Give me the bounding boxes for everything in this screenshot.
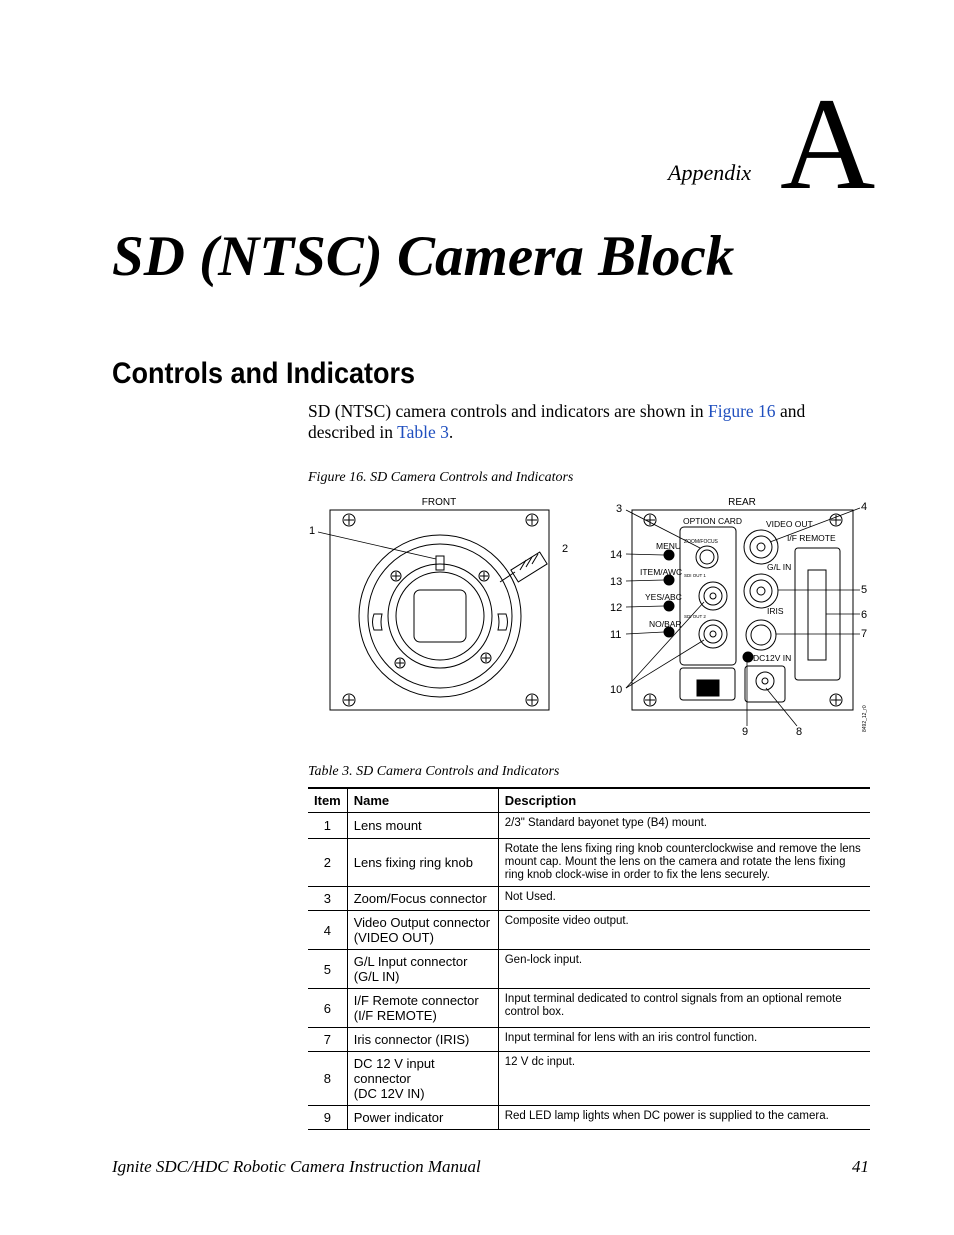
menu-label: MENU	[656, 541, 682, 551]
table-row	[308, 989, 870, 1028]
sdi-out-1-label: SDI OUT 1	[684, 573, 706, 578]
cell-description: Not Used.	[498, 887, 870, 911]
callout-1: 1	[309, 525, 316, 537]
callout-2: 2	[562, 543, 569, 555]
callout-14: 14	[610, 549, 623, 561]
cell-name	[347, 887, 498, 911]
callout-7: 7	[861, 628, 868, 640]
rear-view-label: REAR	[728, 497, 756, 508]
appendix-label: Appendix	[668, 160, 752, 185]
cell-name-line: I/F Remote connector	[353, 993, 479, 1008]
callout-12: 12	[610, 602, 623, 614]
iris-connector	[746, 620, 776, 650]
sdi-out-2-connector	[699, 620, 727, 648]
cell-name-line: (I/F REMOTE)	[353, 1008, 437, 1023]
cell-name	[347, 813, 498, 839]
cell-name-line: (VIDEO OUT)	[353, 930, 434, 945]
table-row	[308, 911, 870, 950]
header-name: Name	[347, 788, 498, 813]
dc12v-in-label: DC12V IN	[753, 653, 792, 663]
zoom-focus-connector	[696, 546, 718, 568]
lens-mount	[359, 535, 521, 697]
cell-item: 6	[308, 989, 347, 1028]
callout-13: 13	[610, 576, 623, 588]
cell-item: 4	[308, 911, 347, 950]
yes-abc-label: YES/ABC	[645, 592, 682, 602]
table-3-link[interactable]: Table 3	[397, 422, 449, 442]
cell-name-line: Lens fixing ring knob	[353, 855, 473, 870]
gl-in-label: G/L IN	[767, 562, 792, 572]
cell-name-line: Video Output connector	[353, 915, 491, 930]
callout-9: 9	[742, 726, 749, 738]
cell-item: 2	[308, 839, 347, 887]
corner-screw-icon	[526, 694, 538, 706]
mount-screw-icon	[479, 571, 489, 581]
table-row	[308, 1028, 870, 1052]
table-row	[308, 1052, 870, 1106]
mount-screw-icon	[391, 571, 401, 581]
callout-4: 4	[861, 501, 868, 513]
cell-name-line: Lens mount	[353, 818, 422, 833]
cell-description: Red LED lamp lights when DC power is supplied to the camera.	[498, 1106, 870, 1130]
header-item: Item	[308, 788, 347, 813]
cell-description: Composite video output.	[498, 911, 870, 950]
lens-fixing-knob	[500, 552, 547, 582]
front-view-label: FRONT	[421, 497, 457, 508]
mount-screw-icon	[395, 658, 405, 668]
corner-screw-icon	[526, 514, 538, 526]
callout-10: 10	[610, 684, 623, 696]
cell-description: Input terminal for lens with an iris control function.	[498, 1028, 870, 1052]
callout-5: 5	[861, 584, 868, 596]
table-row	[308, 887, 870, 911]
cell-name	[347, 1052, 498, 1106]
cell-description: 12 V dc input.	[498, 1052, 870, 1106]
corner-screw-icon	[830, 694, 842, 706]
front-panel	[330, 510, 549, 710]
camera-controls-figure	[300, 490, 880, 750]
cell-name	[347, 950, 498, 989]
cell-item: 7	[308, 1028, 347, 1052]
cell-item: 1	[308, 813, 347, 839]
figure-caption: Figure 16. SD Camera Controls and Indicators	[308, 470, 574, 485]
cell-name-line: Power indicator	[353, 1110, 444, 1125]
zoom-focus-label: ZOOM/FOCUS	[684, 539, 718, 545]
corner-screw-icon	[343, 694, 355, 706]
intro-paragraph	[308, 401, 853, 443]
cell-name	[347, 839, 498, 887]
option-card-label: OPTION CARD	[683, 516, 743, 526]
cell-name	[347, 1028, 498, 1052]
power-indicator-icon	[743, 652, 753, 662]
sdi-out-1-connector	[699, 582, 727, 610]
dc12v-in-connector	[745, 666, 785, 702]
callout-3: 3	[616, 503, 623, 515]
intro-text: SD (NTSC) camera controls and indicators are shown in	[308, 401, 708, 421]
cell-item: 5	[308, 950, 347, 989]
header-description: Description	[498, 788, 870, 813]
cell-name-line: G/L Input connector	[353, 954, 468, 969]
cell-item: 8	[308, 1052, 347, 1106]
callout-11: 11	[610, 629, 622, 641]
sdi-out-2-label: SDI OUT 2	[684, 614, 706, 619]
cell-name-line: Iris connector (IRIS)	[353, 1032, 470, 1047]
iris-label: IRIS	[767, 606, 784, 616]
cell-name-line: (G/L IN)	[353, 969, 400, 984]
corner-screw-icon	[644, 694, 656, 706]
video-out-label: VIDEO OUT	[766, 519, 813, 529]
controls-table	[308, 787, 870, 1130]
yes-abc-button-icon	[664, 601, 674, 611]
cell-name	[347, 911, 498, 950]
table-row	[308, 813, 870, 839]
section-heading: Controls and Indicators	[112, 357, 416, 390]
cell-description: Input terminal dedicated to control signals from an optional remote control box.	[498, 989, 870, 1028]
corner-screw-icon	[343, 514, 355, 526]
if-remote-label: I/F REMOTE	[787, 533, 836, 543]
item-awc-label: ITEM/AWC	[640, 567, 683, 577]
cell-name-line: (DC 12V IN)	[353, 1086, 425, 1101]
cell-name-line: DC 12 V input connector	[353, 1056, 435, 1086]
cell-name-line: Zoom/Focus connector	[353, 891, 487, 906]
intro-text: .	[448, 422, 454, 442]
cell-name	[347, 989, 498, 1028]
callout-8: 8	[796, 726, 803, 738]
table-row	[308, 839, 870, 887]
cell-description: 2/3" Standard bayonet type (B4) mount.	[498, 813, 870, 839]
footer-manual-title: Ignite SDC/HDC Robotic Camera Instruction Manual	[112, 1157, 481, 1176]
cell-name	[347, 1106, 498, 1130]
table-row	[308, 950, 870, 989]
cell-item: 9	[308, 1106, 347, 1130]
page-title: SD (NTSC) Camera Block	[112, 225, 735, 288]
appendix-letter: A	[780, 70, 876, 217]
table-row	[308, 1106, 870, 1130]
table-header-row	[308, 788, 870, 813]
video-out-connector	[744, 530, 778, 564]
gl-in-connector	[744, 574, 778, 608]
cell-item: 3	[308, 887, 347, 911]
table-caption: Table 3. SD Camera Controls and Indicators	[308, 764, 560, 779]
cell-description: Gen-lock input.	[498, 950, 870, 989]
menu-button-icon	[664, 550, 674, 560]
footer-page-number: 41	[852, 1157, 869, 1176]
cell-description: Rotate the lens fixing ring knob counterclockwise and remove the lens mount cap. Mount the lens on the camera and rotate the lens fixing ring knob clock-wise in order to fix the lens securely.	[498, 839, 870, 887]
intro-text: and described in	[308, 401, 806, 442]
callout-6: 6	[861, 609, 868, 621]
no-bar-label: NO/BAR	[649, 619, 682, 629]
mount-screw-icon	[481, 653, 491, 663]
figure-id: 8492_12_r0	[862, 705, 868, 732]
figure-16-link[interactable]: Figure 16	[707, 401, 776, 421]
